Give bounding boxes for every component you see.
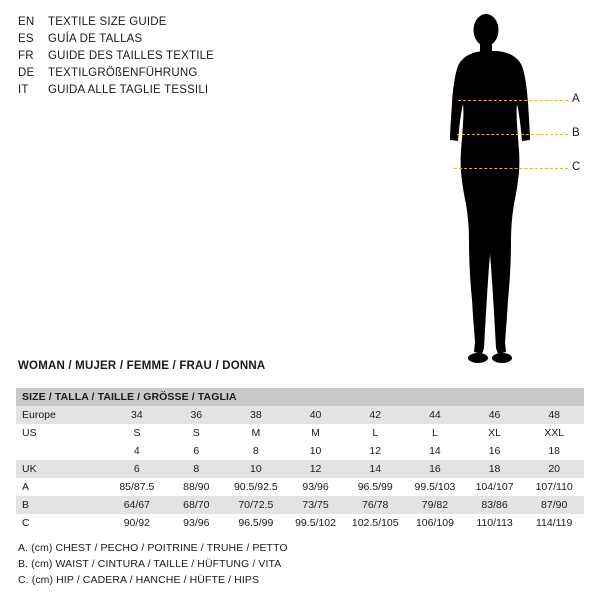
cell: XXL xyxy=(524,424,584,442)
table-row xyxy=(16,496,584,514)
cell: 6 xyxy=(107,460,167,478)
cell: 99.5/102 xyxy=(286,514,346,532)
language-code: FR xyxy=(18,50,34,62)
cell: 99.5/103 xyxy=(405,478,465,496)
cell: 93/96 xyxy=(167,514,226,532)
language-code: DE xyxy=(18,67,35,79)
measure-line-b xyxy=(457,134,568,135)
cell: M xyxy=(226,424,286,442)
table-header-row xyxy=(16,388,584,406)
cell: 10 xyxy=(226,460,286,478)
language-code: IT xyxy=(18,84,29,96)
measure-line-c xyxy=(454,168,568,169)
cell: 70/72.5 xyxy=(226,496,286,514)
language-text: GUÍA DE TALLAS xyxy=(48,33,143,45)
cell: 90.5/92.5 xyxy=(226,478,286,496)
cell: 8 xyxy=(226,442,286,460)
language-list xyxy=(18,16,318,101)
cell: 34 xyxy=(107,406,167,424)
cell: 96.5/99 xyxy=(226,514,286,532)
female-body-figure xyxy=(400,8,595,368)
language-row xyxy=(18,33,318,50)
cell: 87/90 xyxy=(524,496,584,514)
row-label xyxy=(16,442,107,460)
cell: M xyxy=(286,424,346,442)
cell: 6 xyxy=(167,442,226,460)
row-label: UK xyxy=(16,460,107,478)
note-c: C. (cm) HIP / CADERA / HANCHE / HÜFTE / HIPS xyxy=(18,574,260,586)
measure-label-b: B xyxy=(572,127,580,139)
size-table xyxy=(16,388,584,532)
cell: 110/113 xyxy=(465,514,525,532)
table-row xyxy=(16,406,584,424)
cell: 14 xyxy=(405,442,465,460)
cell: 48 xyxy=(524,406,584,424)
language-row xyxy=(18,67,318,84)
body-silhouette-icon xyxy=(400,8,595,368)
language-code: EN xyxy=(18,16,35,28)
cell: 107/110 xyxy=(524,478,584,496)
table-header-label: SIZE / TALLA / TAILLE / GRÖSSE / TAGLIA xyxy=(16,388,584,406)
language-text: GUIDE DES TAILLES TEXTILE xyxy=(48,50,215,62)
cell: 93/96 xyxy=(286,478,346,496)
cell: S xyxy=(167,424,226,442)
cell: XL xyxy=(465,424,525,442)
cell: 88/90 xyxy=(167,478,226,496)
cell: 83/86 xyxy=(465,496,525,514)
language-text: TEXTILGRÖßENFÜHRUNG xyxy=(48,67,198,79)
cell: 46 xyxy=(465,406,525,424)
cell: 90/92 xyxy=(107,514,167,532)
cell: 85/87.5 xyxy=(107,478,167,496)
table-row xyxy=(16,514,584,532)
note-b: B. (cm) WAIST / CINTURA / TAILLE / HÜFTUNG / VITA xyxy=(18,558,282,570)
table-row xyxy=(16,442,584,460)
row-label: A xyxy=(16,478,107,496)
row-label: C xyxy=(16,514,107,532)
cell: 44 xyxy=(405,406,465,424)
cell: 18 xyxy=(465,460,525,478)
cell: L xyxy=(345,424,405,442)
measurement-notes xyxy=(18,540,578,588)
note-a: A. (cm) CHEST / PECHO / POITRINE / TRUHE / PETTO xyxy=(18,542,288,554)
table-row xyxy=(16,424,584,442)
language-code: ES xyxy=(18,33,34,45)
cell: 64/67 xyxy=(107,496,167,514)
language-text: GUIDA ALLE TAGLIE TESSILI xyxy=(48,84,209,96)
table-row xyxy=(16,478,584,496)
row-label: US xyxy=(16,424,107,442)
cell: 96.5/99 xyxy=(345,478,405,496)
cell: 8 xyxy=(167,460,226,478)
cell: 4 xyxy=(107,442,167,460)
measure-label-c: C xyxy=(572,161,581,173)
cell: 12 xyxy=(286,460,346,478)
row-label: B xyxy=(16,496,107,514)
cell: 16 xyxy=(465,442,525,460)
cell: 114/119 xyxy=(524,514,584,532)
cell: 20 xyxy=(524,460,584,478)
cell: 79/82 xyxy=(405,496,465,514)
cell: 38 xyxy=(226,406,286,424)
table-row xyxy=(16,460,584,478)
language-row xyxy=(18,50,318,67)
cell: 16 xyxy=(405,460,465,478)
measure-label-a: A xyxy=(572,93,580,105)
cell: 14 xyxy=(345,460,405,478)
measure-line-a xyxy=(458,100,568,101)
cell: 76/78 xyxy=(345,496,405,514)
cell: 68/70 xyxy=(167,496,226,514)
cell: 40 xyxy=(286,406,346,424)
cell: 73/75 xyxy=(286,496,346,514)
language-row xyxy=(18,16,318,33)
cell: 42 xyxy=(345,406,405,424)
cell: 102.5/105 xyxy=(345,514,405,532)
cell: S xyxy=(107,424,167,442)
cell: 106/109 xyxy=(405,514,465,532)
cell: 12 xyxy=(345,442,405,460)
cell: 104/107 xyxy=(465,478,525,496)
cell: 36 xyxy=(167,406,226,424)
language-text: TEXTILE SIZE GUIDE xyxy=(48,16,167,28)
language-row xyxy=(18,84,318,101)
cell: 18 xyxy=(524,442,584,460)
row-label: Europe xyxy=(16,406,107,424)
cell: L xyxy=(405,424,465,442)
cell: 10 xyxy=(286,442,346,460)
group-title: WOMAN / MUJER / FEMME / FRAU / DONNA xyxy=(18,360,266,372)
